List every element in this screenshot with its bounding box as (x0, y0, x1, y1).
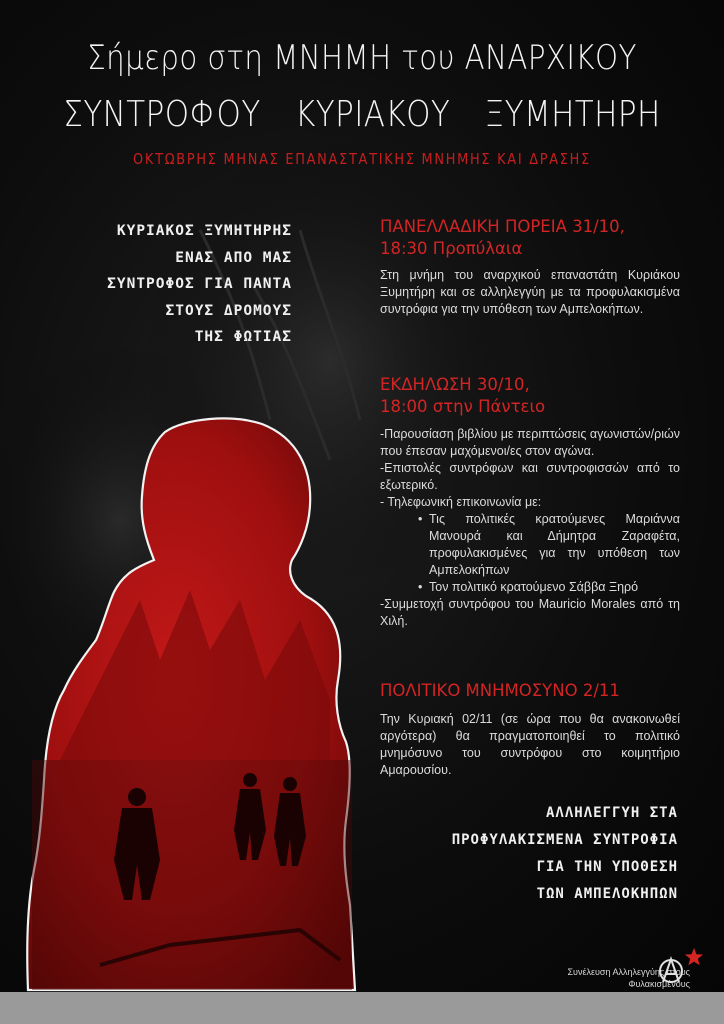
bottom-band (0, 992, 724, 1024)
event-march-time: 18:30 Προπύλαια (380, 239, 523, 258)
event-talk-bullet: • Τις πολιτικές κρατούμενες Μαριάννα Μανουρά και Δήμητρα Ζαραφέτα, προφυλακισμένες για την υπόθεση των Αμπελοκήπων (405, 511, 680, 579)
event-talk-item: -Παρουσίαση βιβλίου με περιπτώσεις αγωνιστών/ριών που έπεσαν μαχόμενοι/ες στον αγώνα. (380, 427, 680, 458)
event-talk-heading (380, 374, 680, 418)
slogan-line: ΣΤΟΥΣ ΔΡΟΜΟΥΣ (165, 302, 292, 319)
event-talk-time: 18:00 στην Πάντειο (380, 397, 546, 416)
red-star-icon (683, 946, 705, 968)
event-memorial-text: Την Κυριακή 02/11 (σε ώρα που θα ανακοινωθεί αργότερα) θα πραγματοποιηθεί το πολιτικό μνημόσυνο του συντρόφου στο κοιμητήριο Αμαρουσίου. (380, 712, 680, 777)
slogan-line: ΕΝΑΣ ΑΠΟ ΜΑΣ (175, 249, 292, 266)
poster-title-line2: ΣΥΝΤΡΟΦΟΥ ΚΥΡΙΑΚΟΥ ΞΥΜΗΤΗΡΗ (63, 94, 661, 135)
event-march-text: Στη μνήμη του αναρχικού επαναστάτη Κυριάκου Ξυμητήρη και σε αλληλεγγύη με τα προφυλακισμένα συντρόφια για την υπόθεση των Αμπελοκήπων. (380, 268, 680, 316)
slogan-line: ΣΥΝΤΡΟΦΟΣ ΓΙΑ ΠΑΝΤΑ (107, 276, 292, 292)
poster-title-line1: Σήμερο στη ΜΝΗΜΗ του ΑΝΑΡΧΙΚΟΥ (87, 38, 637, 78)
poster-subtitle: ΟΚΤΩΒΡΗΣ ΜΗΝΑΣ ΕΠΑΝΑΣΤΑΤΙΚΗΣ ΜΝΗΜΗΣ ΚΑΙ ΔΡΑΣΗΣ (133, 150, 591, 168)
memorial-slogan (40, 218, 292, 351)
event-march-heading (380, 216, 680, 260)
event-march-title: ΠΑΝΕΛΛΑΔΙΚΗ ΠΟΡΕΙΑ 31/10, (380, 217, 625, 236)
solidarity-line: ΤΩΝ ΑΜΠΕΛΟΚΗΠΩΝ (536, 886, 678, 902)
slogan-line: ΚΥΡΙΑΚΟΣ ΞΥΜΗΤΗΡΗΣ (116, 223, 292, 239)
event-talk-bullet: • Τον πολιτικό κρατούμενο Σάββα Ξηρό (405, 579, 680, 596)
slogan-line: ΤΗΣ ΦΩΤΙΑΣ (194, 329, 292, 345)
event-talk-text (380, 426, 680, 630)
event-talk-item: -Συμμετοχή συντρόφου του Mauricio Morales από τη Χιλή. (380, 597, 680, 628)
event-talk-title: ΕΚΔΗΛΩΣΗ 30/10, (380, 375, 530, 394)
solidarity-line: ΓΙΑ ΤΗΝ ΥΠΟΘΕΣΗ (536, 859, 678, 875)
organizer-line: Συνέλευση Αλληλεγγύης στους Φυλακισμένους (567, 967, 690, 989)
circle-a-icon (656, 956, 686, 986)
event-memorial-heading: ΠΟΛΙΤΙΚΟ ΜΝΗΜΟΣΥΝΟ 2/11 (380, 681, 620, 700)
solidarity-line: ΠΡΟΦΥΛΑΚΙΣΜΕΝΑ ΣΥΝΤΡΟΦΙΑ (451, 832, 678, 848)
event-talk-item: - Τηλεφωνική επικοινωνία με: (380, 495, 542, 509)
solidarity-slogan (362, 800, 678, 908)
solidarity-line: ΑΛΛΗΛΕΓΓΥΗ ΣΤΑ (545, 805, 678, 821)
event-talk-item: -Επιστολές συντρόφων και συντροφισσών από το εξωτερικό. (380, 461, 680, 492)
